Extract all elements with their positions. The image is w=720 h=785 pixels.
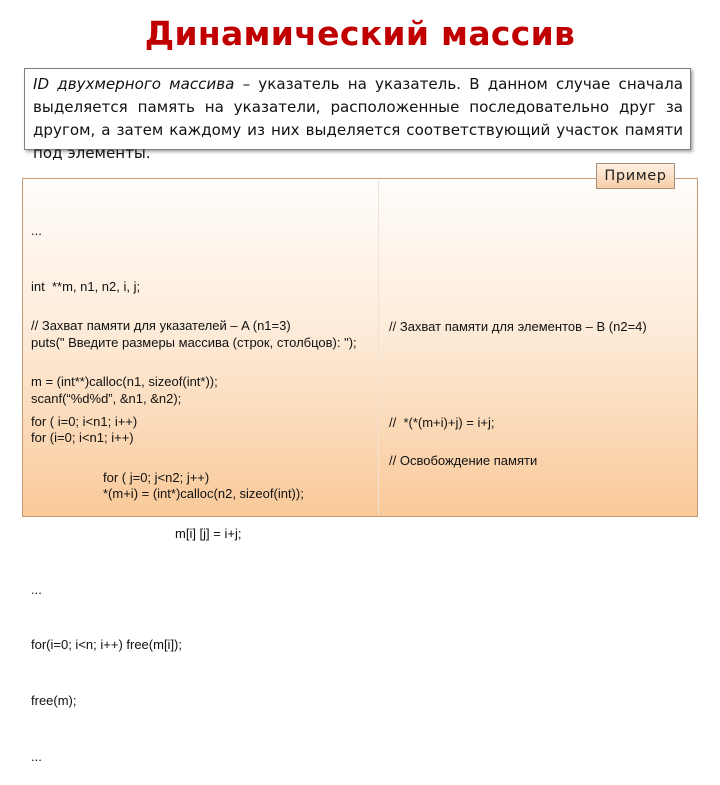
definition-lead: ID двухмерного массива xyxy=(33,75,235,93)
definition-text: – указатель на указатель. В данном случае сначала выделяется память на указатели, расположенные последовательно друг за другом, а затем каждому из них выделяется соответствующий участок памяти под элементы. xyxy=(33,75,683,162)
code-line: ... xyxy=(31,223,42,239)
slide-title: Динамический массив xyxy=(144,14,576,53)
code-line: for (i=0; i<n1; i++) xyxy=(31,429,134,445)
definition-box xyxy=(24,68,691,162)
code-line: for(i=0; i<n; i++) free(m[i]); xyxy=(31,637,182,653)
code-line: scanf(“%d%d”, &n1, &n2); xyxy=(31,390,182,406)
code-line: ... xyxy=(31,748,42,764)
code-line: for ( i=0; i<n1; i++) xyxy=(31,414,138,430)
comment-pointer-form: // *(*(m+i)+j) = i+j; xyxy=(389,415,495,430)
code-line: free(m); xyxy=(31,693,77,709)
code-line: for ( j=0; j<n2; j++) xyxy=(103,469,210,485)
code-block-loops xyxy=(31,376,241,785)
code-line: // Захват памяти для указателей – A (n1=3) xyxy=(31,318,291,334)
code-line: int **m, n1, n2, i, j; xyxy=(31,278,141,294)
comment-free-memory: // Освобождение памяти xyxy=(389,453,538,468)
code-line: m[i] [j] = i+j; xyxy=(175,525,242,541)
code-line: ... xyxy=(31,581,42,597)
code-line: puts(" Введите размеры массива (строк, столбцов): "); xyxy=(31,334,357,350)
example-label: Пример xyxy=(596,163,675,189)
column-divider xyxy=(378,180,379,515)
comment-element-alloc: // Захват памяти для элементов – B (n2=4) xyxy=(389,319,647,334)
code-line: m = (int**)calloc(n1, sizeof(int*)); xyxy=(31,373,218,389)
code-line: *(m+i) = (int*)calloc(n2, sizeof(int)); xyxy=(103,485,304,501)
